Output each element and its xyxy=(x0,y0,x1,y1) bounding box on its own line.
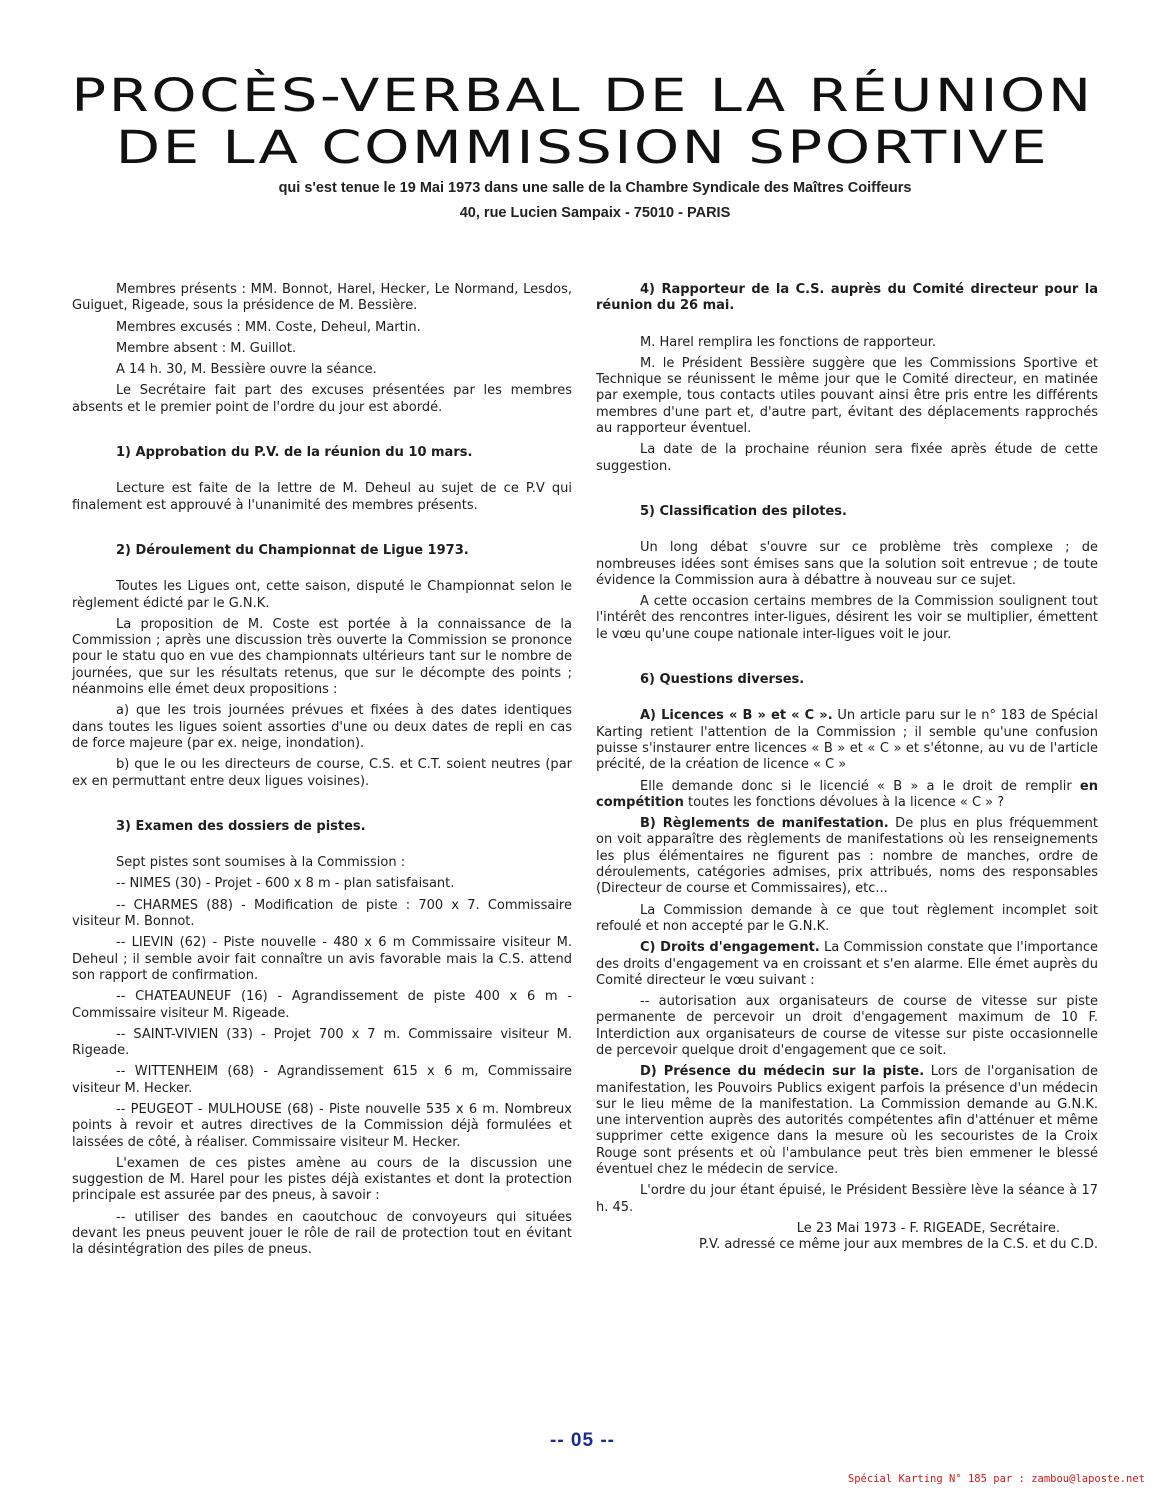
document-title-line1: PROCÈS-VERBAL DE LA RÉUNION xyxy=(71,69,1094,122)
paragraph xyxy=(596,816,1098,897)
list-item: -- PEUGEOT - MULHOUSE (68) - Piste nouvelle 535 x 6 m. Nombreux points à revoir et autres directives de la Commission déjà formulées et laissées de côté, à réaliser. Commissaire visiteur M. Hecker. xyxy=(72,1101,572,1150)
list-item: -- NIMES (30) - Projet - 600 x 8 m - plan satisfaisant. xyxy=(116,876,455,892)
paragraph xyxy=(596,1064,1098,1178)
section-heading-1: 1) Approbation du P.V. de la réunion du 10 mars. xyxy=(116,445,473,461)
subsection-heading-c: C) Droits d'engagement. xyxy=(640,940,820,956)
paragraph: La date de la prochaine réunion sera fixée après étude de cette suggestion. xyxy=(596,442,1098,474)
list-item: -- LIEVIN (62) - Piste nouvelle - 480 x 6 m Commissaire visiteur M. Deheul ; il semble avoir fait connaître un avis favorable mais la C.S. attend son rapport de confirmation. xyxy=(72,935,572,983)
subtitle-line2: 40, rue Lucien Sampaix - 75010 - PARIS xyxy=(459,205,731,221)
paragraph: Sept pistes sont soumises à la Commission : xyxy=(116,855,406,871)
paragraph: Membre absent : M. Guillot. xyxy=(116,340,297,356)
paragraph: Lecture est faite de la lettre de M. Deheul au sujet de ce P.V qui finalement est approuvé à l'unanimité des membres présents. xyxy=(72,481,572,513)
signature-block xyxy=(596,1221,1098,1254)
emphasis: en compétition xyxy=(596,778,1098,810)
section-heading-3: 3) Examen des dossiers de pistes. xyxy=(116,818,366,834)
paragraph: L'ordre du jour étant épuisé, le Président Bessière lève la séance à 17 h. 45. xyxy=(596,1183,1098,1215)
right-column xyxy=(596,282,1098,1254)
left-column xyxy=(72,282,572,1264)
paragraph: M. le Président Bessière suggère que les Commissions Sportive et Technique se réunissent le même jour que le Comité directeur, en matinée par exemple, tous contacts utiles pouvant ainsi être pris entre les différents membres d'une part et, d'autre part, évitant des déplacements rapprochés au rapporteur éventuel. xyxy=(596,355,1098,437)
paragraph: Membres excusés : MM. Coste, Deheul, Martin. xyxy=(116,319,421,335)
subsection-heading-d: D) Présence du médecin sur la piste. xyxy=(640,1064,925,1080)
paragraph: A cette occasion certains membres de la Commission soulignent tout l'intérêt des rencontres inter-ligues, désirent les voir se multiplier, émettent le vœu qu'une coupe nationale inter-ligues voit le jour. xyxy=(596,594,1098,642)
footer-credit: Spécial Karting N° 185 par : zambou@laposte.net xyxy=(847,1473,1145,1485)
paragraph: Un long débat s'ouvre sur ce problème très complexe ; de nombreuses idées sont émises sans que la solution soit entrevue ; de toute évidence la Commission aura à débattre à nouveau sur ce sujet. xyxy=(596,540,1098,588)
list-item: -- SAINT-VIVIEN (33) - Projet 700 x 7 m. Commissaire visiteur M. Rigeade. xyxy=(72,1026,572,1059)
list-item: -- WITTENHEIM (68) - Agrandissement 615 x 6 m, Commissaire visiteur M. Hecker. xyxy=(72,1064,572,1096)
list-item: -- CHATEAUNEUF (16) - Agrandissement de piste 400 x 6 m - Commissaire visiteur M. Rigeade. xyxy=(72,989,572,1021)
text-span: Elle demande donc si le licencié « B » a le droit de remplir xyxy=(640,778,1080,794)
subsection-text: Un article paru sur le n° 183 de Spécial Karting retient l'attention de la Commission ; il semble qu'une confusion puisse s'instaurer entre licences « B » et « C » et s'étonne, au vu de l'article précité, de la création de licence « C » xyxy=(596,708,1098,773)
paragraph: A 14 h. 30, M. Bessière ouvre la séance. xyxy=(116,362,377,378)
section-heading-5: 5) Classification des pilotes. xyxy=(640,503,847,519)
section-heading-6: 6) Questions diverses. xyxy=(640,672,805,688)
subtitle-line1: qui s'est tenue le 19 Mai 1973 dans une salle de la Chambre Syndicale des Maîtres Coiffeurs xyxy=(278,180,912,196)
paragraph: L'examen de ces pistes amène au cours de la discussion une suggestion de M. Harel pour les pistes déjà existantes et dont la protection principale est assurée par des pneus, à savoir : xyxy=(72,1155,572,1204)
paragraph: La Commission demande à ce que tout règlement incomplet soit refoulé et non accepté par le G.N.K. xyxy=(596,902,1098,934)
list-item: -- utiliser des bandes en caoutchouc de convoyeurs qui situées devant les pneus peuvent jouer le rôle de rail de protection tout en évitant la désintégration des piles de pneus. xyxy=(72,1209,572,1258)
document-title-line2: DE LA COMMISSION SPORTIVE xyxy=(115,121,1050,174)
paragraph: Le Secrétaire fait part des excuses présentées par les membres absents et le premier point de l'ordre du jour est abordé. xyxy=(72,383,572,415)
subsection-text: Lors de l'organisation de manifestation, les Pouvoirs Publics exigent parfois la présence d'un médecin sur le lieu même de la manifestation. La Commission demande au G.N.K. une intervention auprès des autorités compétentes afin d'atténuer et même supprimer cette exigence dans la mesure où les secouristes de la Croix Rouge sont présents et où l'ambulance peut très bien emmener le blessé éventuel chez le médecin de service. xyxy=(596,1064,1098,1178)
text-span: toutes les fonctions dévolues à la licence « C » ? xyxy=(683,794,1005,810)
paragraph xyxy=(596,708,1098,773)
paragraph xyxy=(596,779,1098,812)
page-number: -- 05 -- xyxy=(550,1430,615,1451)
paragraph: -- autorisation aux organisateurs de course de vitesse sur piste permanente de percevoir un droit d'engagement maximum de 10 F. Interdiction aux organisateurs de course de vitesse sur piste occasionnelle de percevoir quelque droit d'engagement que ce soit. xyxy=(596,994,1098,1058)
list-item: -- CHARMES (88) - Modification de piste : 700 x 7. Commissaire visiteur M. Bonnot. xyxy=(72,897,572,930)
paragraph: M. Harel remplira les fonctions de rapporteur. xyxy=(640,334,937,350)
paragraph xyxy=(596,940,1098,989)
paragraph: b) que le ou les directeurs de course, C.S. et C.T. soient neutres (par ex en permuttant entre deux ligues voisines). xyxy=(72,757,572,789)
paragraph: a) que les trois journées prévues et fixées à des dates identiques dans toutes les ligues soient assorties d'une ou deux dates de repli en cas de force majeure (par ex. neige, inondation). xyxy=(72,703,572,751)
subsection-text: La Commission constate que l'importance des droits d'engagement va en croissant et s'en alarme. Elle émet auprès du Comité directeur le vœu suivant : xyxy=(596,940,1098,988)
section-heading-4: 4) Rapporteur de la C.S. auprès du Comité directeur pour la réunion du 26 mai. xyxy=(596,282,1098,314)
subsection-heading-a: A) Licences « B » et « C ». xyxy=(640,708,833,724)
signature-line: Le 23 Mai 1973 - F. RIGEADE, Secrétaire. xyxy=(796,1220,1060,1236)
distribution-line: P.V. adressé ce même jour aux membres de la C.S. et du C.D. xyxy=(699,1237,1098,1253)
paragraph: Toutes les Ligues ont, cette saison, disputé le Championnat selon le règlement édicté par le G.N.K. xyxy=(72,579,572,611)
paragraph: La proposition de M. Coste est portée à la connaissance de la Commission ; après une discussion très ouverte la Commission se prononce pour le statu quo en vue des championnats ultérieurs tant sur le nombre de journées, que sur les résultats retenus, que sur le décompte des points ; néanmoins elle émet deux propositions : xyxy=(72,616,572,698)
subsection-text: De plus en plus fréquemment on voit apparaître des règlements de manifestations où les renseignements les plus élémentaires ne figurent pas : nombre de manches, ordre de déroulements, catégories admises, prix attribués, noms des responsables (Directeur de course et Commissaires), etc... xyxy=(596,816,1098,897)
section-heading-2: 2) Déroulement du Championnat de Ligue 1973. xyxy=(116,542,469,558)
paragraph: Membres présents : MM. Bonnot, Harel, Hecker, Le Normand, Lesdos, Guiguet, Rigeade, sous la présidence de M. Bessière. xyxy=(72,282,572,314)
subsection-heading-b: B) Règlements de manifestation. xyxy=(640,816,889,832)
